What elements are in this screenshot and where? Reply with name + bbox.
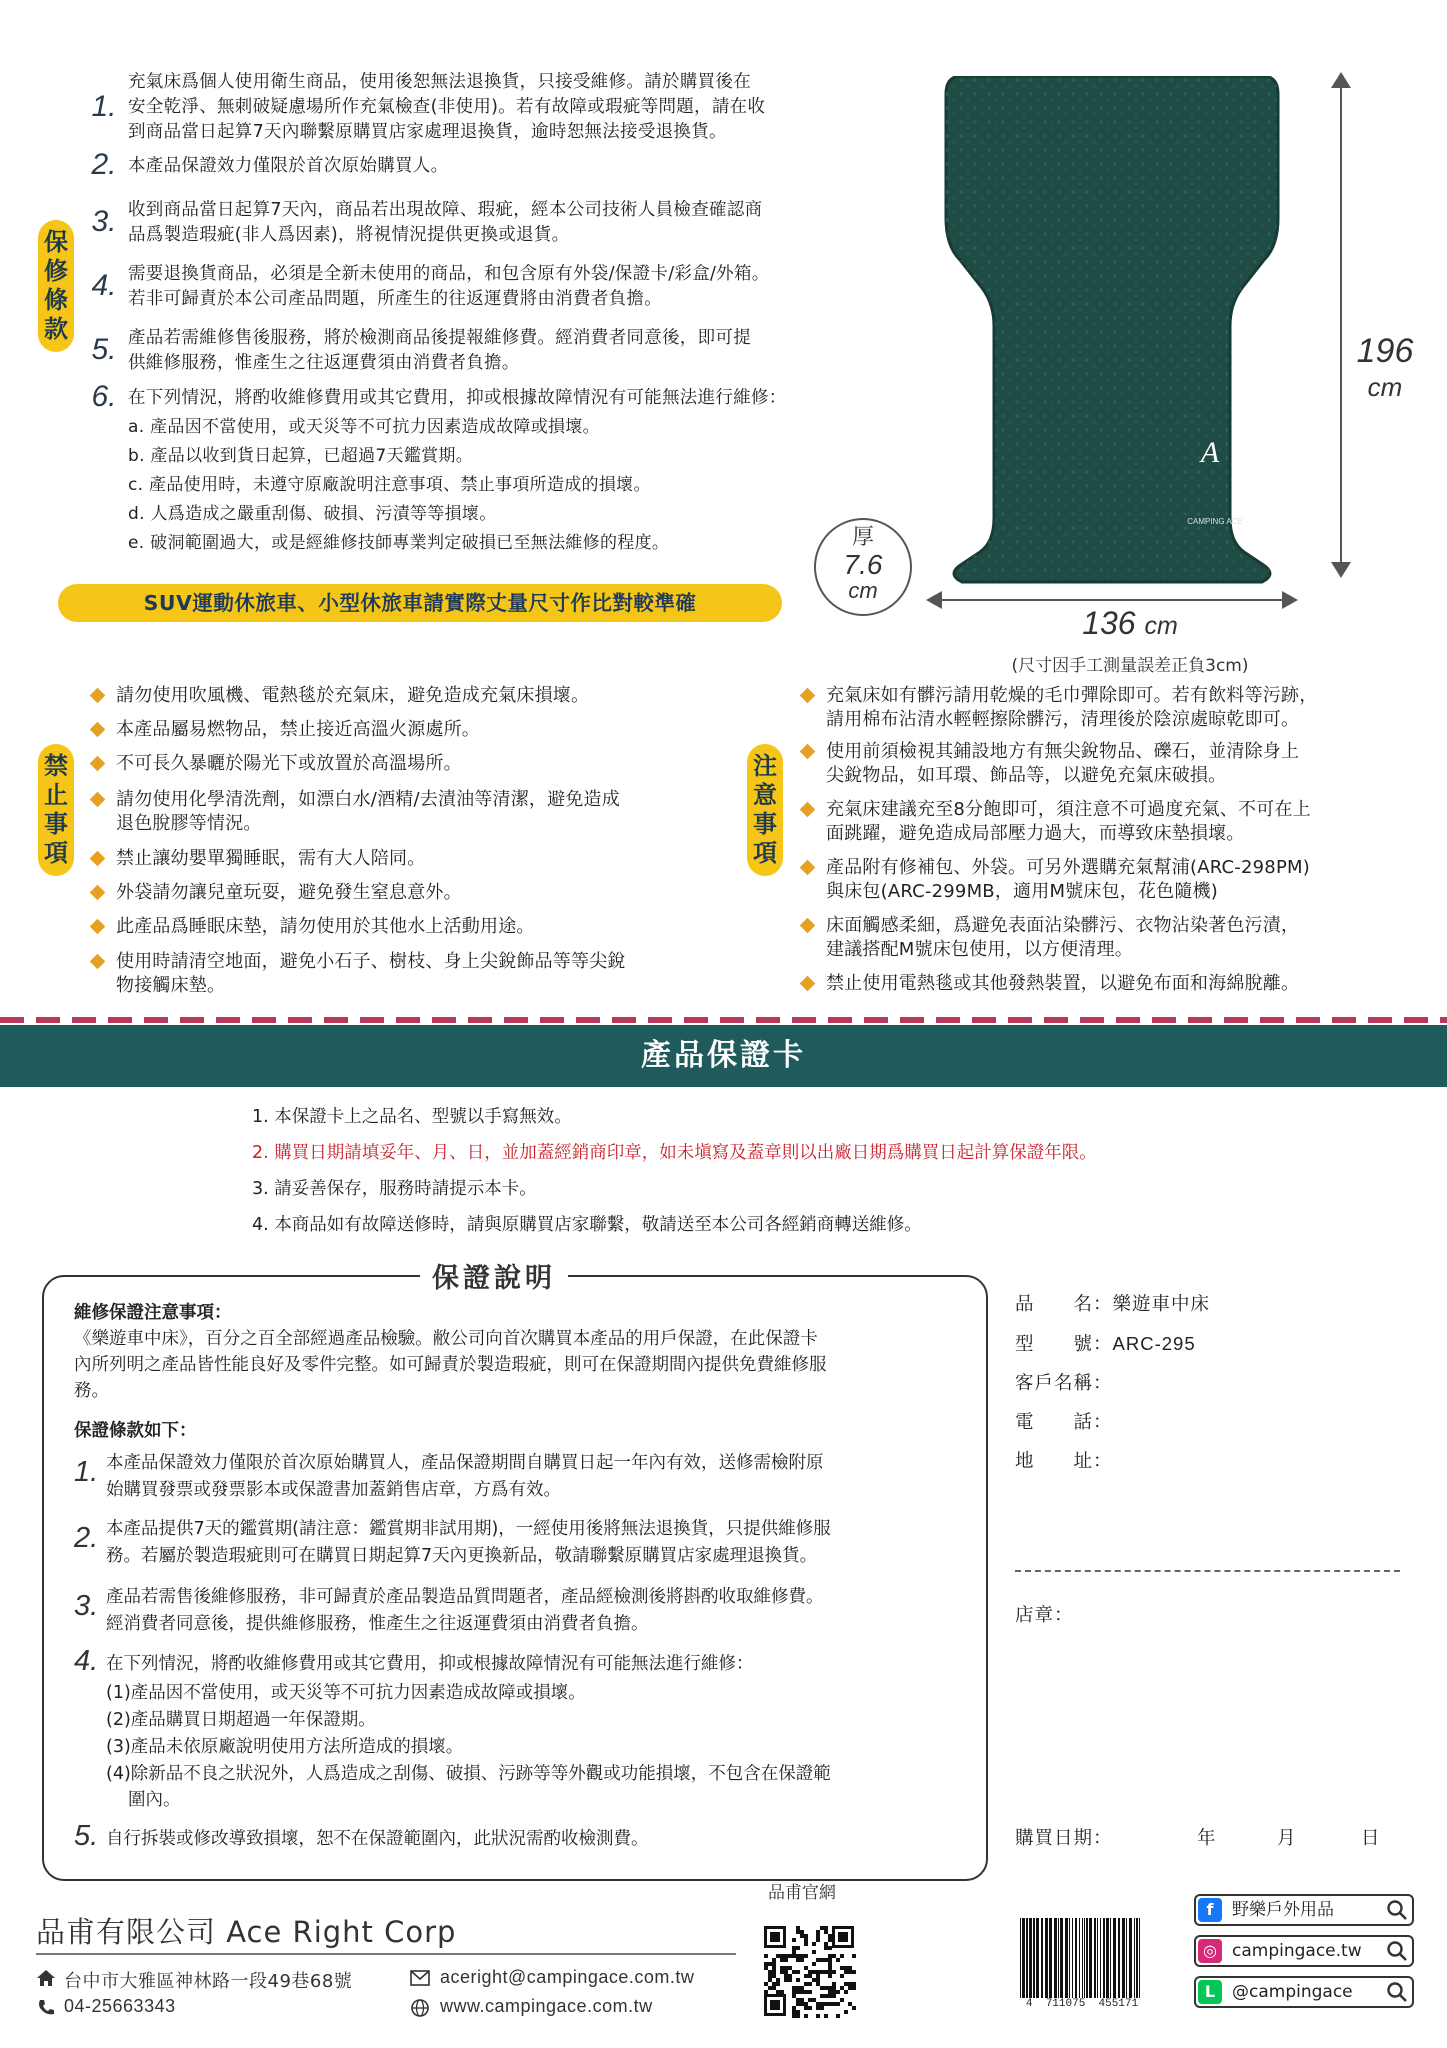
warranty-term-number: 5. — [91, 333, 117, 366]
box-text-line: 產品若需售後維修服務，非可歸責於產品製造品質問題者，產品經檢測後將斟酌收取維修費。 — [106, 1587, 824, 1607]
box-text-line: 自行拆裝或修改導致損壞，恕不在保證範圍內，此狀況需酌收檢測費。 — [106, 1829, 649, 1849]
bullet-item — [92, 915, 732, 939]
label-char: 止 — [44, 781, 68, 809]
bullet-line: 此產品爲睡眠床墊，請勿使用於其他水上活動用途。 — [116, 916, 535, 937]
warranty-term-text — [128, 326, 908, 376]
card-note: 4. 本商品如有故障送修時，請與原購買店家聯繫，敬請送至本公司各經銷商轉送維修。 — [252, 1215, 922, 1235]
qr-code-icon[interactable] — [762, 1924, 856, 2018]
search-icon — [1386, 1940, 1408, 1962]
arrow-down-icon — [1331, 562, 1351, 578]
label-char: 款 — [44, 315, 68, 343]
year-label: 年 — [1197, 1828, 1217, 1849]
warranty-term-line: 本產品保證效力僅限於首次原始購買人。 — [128, 156, 449, 176]
box-text-line: 經消費者同意後，提供維修服務，惟產生之往返運費須由消費者負擔。 — [106, 1614, 649, 1634]
width-value: 136 — [1082, 605, 1136, 641]
company-address: 台中市大雅區神林路一段49巷68號 — [64, 1971, 353, 1992]
label-char: 事 — [753, 810, 777, 838]
box-text-line: 務。若屬於製造瑕疵則可在購買日期起算7天內更換新品，敬請聯繫原購買店家處理退換貨。 — [106, 1546, 818, 1566]
warranty-term-text — [128, 154, 908, 179]
fields-divider — [1015, 1570, 1400, 1572]
day-label: 日 — [1361, 1828, 1381, 1849]
card-note: 3. 請妥善保存，服務時請提示本卡。 — [252, 1179, 537, 1199]
box-text-line: (1)產品因不當使用，或天災等不可抗力因素造成故障或損壞。 — [106, 1683, 586, 1703]
bullet-item — [802, 914, 1412, 962]
box-text-line: 始購買發票或發票影本或保證書加蓋銷售店章，方爲有效。 — [106, 1480, 561, 1500]
bullet-line: 面跳躍，避免造成局部壓力過大，而導致床墊損壞。 — [826, 823, 1245, 844]
home-icon — [36, 1969, 56, 1987]
label-char: 項 — [753, 839, 777, 867]
company-name: 品甫有限公司 Ace Right Corp — [36, 1915, 457, 1949]
box-text-line: (4)除新品不良之狀況外，人爲造成之刮傷、破損、污跡等等外觀或功能損壞，不包含在保證範 — [106, 1764, 831, 1784]
warranty-term-number: 6. — [91, 380, 117, 413]
warranty-sub-item: a. 產品因不當使用，或天災等不可抗力因素造成故障或損壞。 — [128, 417, 600, 437]
box-text-line: 內所列明之產品皆性能良好及零件完整。如可歸責於製造瑕疵，則可在保證期間內提供免費維修服 — [74, 1355, 827, 1375]
thickness-badge — [814, 518, 912, 616]
box-text-line: 維修保證注意事項： — [74, 1303, 232, 1323]
bullet-item — [92, 950, 732, 998]
instagram-icon: ◎ — [1198, 1939, 1222, 1963]
warranty-sub-item: b. 產品以收到貨日起算，已超過7天鑑賞期。 — [128, 446, 474, 466]
product-name-field — [1015, 1290, 1210, 1316]
label-char: 保 — [44, 228, 68, 256]
warranty-term-text — [128, 198, 908, 248]
label-char: 修 — [44, 257, 68, 285]
card-note: 1. 本保證卡上之品名、型號以手寫無效。 — [252, 1107, 572, 1127]
label-char: 意 — [753, 781, 777, 809]
line-icon: L — [1198, 1980, 1222, 2004]
bullet-line: 請勿使用吹風機、電熱毯於充氣床，避免造成充氣床損壞。 — [116, 685, 590, 706]
box-text-line: 在下列情況，將酌收維修費用或其它費用，抑或根據故障情況有可能無法進行維修： — [106, 1654, 754, 1674]
warranty-term-line: 充氣床爲個人使用衛生商品，使用後恕無法退換貨，只接受維修。請於購買後在 — [128, 72, 751, 92]
warranty-terms-label — [38, 220, 74, 352]
box-term-number: 2. — [74, 1522, 99, 1554]
globe-icon — [410, 1998, 430, 2018]
bullet-line: 建議搭配M號床包使用，以方便清理。 — [826, 939, 1133, 960]
box-term-number: 4. — [74, 1645, 99, 1677]
bullet-line: 尖銳物品，如耳環、飾品等，以避免充氣床破損。 — [826, 765, 1227, 786]
model-label: 型 號： — [1015, 1334, 1113, 1355]
search-icon — [1386, 1899, 1408, 1921]
warranty-term-line: 收到商品當日起算7天內，商品若出現故障、瑕疵，經本公司技術人員檢查確認商 — [128, 200, 763, 220]
email-icon — [410, 1970, 430, 1986]
warranty-term-text — [128, 262, 908, 312]
box-term-number: 5. — [74, 1820, 99, 1852]
bullet-item — [92, 881, 732, 905]
arrow-left-icon — [926, 591, 942, 609]
warranty-sub-item: e. 破洞範圍過大，或是經維修技師專業判定破損已至無法維修的程度。 — [128, 533, 670, 553]
search-icon — [1386, 1981, 1408, 2003]
bullet-line: 產品附有修補包、外袋。可另外選購充氣幫浦(ARC-298PM) — [826, 857, 1310, 878]
warranty-term-number: 3. — [91, 205, 117, 238]
warranty-card-title: 產品保證卡 — [0, 1025, 1447, 1087]
bullet-item — [92, 684, 732, 708]
width-arrow — [936, 599, 1288, 601]
mattress-logo-text: CAMPING ACE — [1187, 517, 1243, 526]
social-link-facebook[interactable] — [1194, 1894, 1414, 1926]
bullet-line: 請勿使用化學清洗劑，如漂白水/酒精/去漬油等清潔，避免造成 — [116, 789, 620, 810]
bullet-item — [802, 740, 1412, 788]
purchase-date-field[interactable] — [1015, 1824, 1415, 1850]
box-text-line: 務。 — [74, 1381, 109, 1401]
vehicle-size-banner: SUV運動休旅車、小型休旅車請實際丈量尺寸作比對較準確 — [58, 584, 782, 622]
thickness-value: 7.6 — [843, 549, 883, 580]
logo-mark: A — [1200, 436, 1220, 469]
month-label: 月 — [1277, 1828, 1297, 1849]
bullet-line: 外袋請勿讓兒童玩耍，避免發生窒息意外。 — [116, 882, 462, 903]
bullet-item — [802, 972, 1412, 996]
bullet-item — [92, 718, 732, 742]
social-label: campingace.tw — [1232, 1941, 1362, 1961]
model-value: ARC-295 — [1112, 1333, 1196, 1354]
model-field — [1015, 1330, 1196, 1356]
product-name-value: 樂遊車中床 — [1112, 1294, 1211, 1315]
label-char: 事 — [44, 810, 68, 838]
length-value: 196 — [1356, 332, 1414, 370]
bullet-line: 禁止讓幼嬰單獨睡眠，需有大人陪同。 — [116, 848, 426, 869]
warranty-term-line: 產品若需維修售後服務，將於檢測商品後提報維修費。經消費者同意後，即可提 — [128, 328, 751, 348]
customer-name-field[interactable]: 客戶名稱： — [1015, 1373, 1113, 1394]
purchase-date-label: 購買日期： — [1015, 1828, 1113, 1849]
bullet-line: 不可長久暴曬於陽光下或放置於高溫場所。 — [116, 753, 462, 774]
facebook-icon: f — [1198, 1898, 1222, 1922]
bullet-line: 使用前須檢視其鋪設地方有無尖銳物品、礫石，並清除身上 — [826, 741, 1300, 762]
caution-label — [747, 744, 783, 876]
bullet-line: 物接觸床墊。 — [116, 975, 226, 996]
bullet-line: 充氣床如有髒污請用乾燥的毛巾彈除即可。若有飲料等污跡， — [826, 685, 1318, 706]
warranty-term-line: 在下列情況，將酌收維修費用或其它費用，抑或根據故障情況有可能無法進行維修： — [128, 388, 787, 408]
warranty-term-text — [128, 386, 908, 411]
bullet-item — [92, 847, 732, 871]
box-term-number: 1. — [74, 1456, 99, 1488]
warranty-sub-item: c. 產品使用時，未遵守原廠說明注意事項、禁止事項所造成的損壞。 — [128, 475, 651, 495]
warranty-term-text — [128, 70, 908, 145]
warranty-term-number: 1. — [91, 89, 117, 123]
box-text-line: 《樂遊車中床》，百分之百全部經過產品檢驗。敝公司向首次購買本產品的用戶保證，在此保證卡 — [74, 1329, 818, 1349]
width-unit: cm — [1144, 612, 1178, 640]
warranty-sub-item: d. 人爲造成之嚴重刮傷、破損、污漬等等損壞。 — [128, 504, 497, 524]
label-char: 禁 — [44, 752, 68, 780]
box-text-line: (2)產品購買日期超過一年保證期。 — [106, 1710, 376, 1730]
box-text-line: (3)產品未依原廠說明使用方法所造成的損壞。 — [106, 1737, 464, 1757]
social-link-instagram[interactable] — [1194, 1935, 1414, 1967]
address-field[interactable]: 地 址： — [1015, 1451, 1113, 1472]
box-term-number: 3. — [74, 1590, 99, 1622]
warranty-term-line: 品爲製造瑕疵(非人爲因素)，將視情況提供更換或退貨。 — [128, 225, 570, 245]
box-text-line: 本產品提供7天的鑑賞期(請注意：鑑賞期非試用期)，一經使用後將無法退換貨，只提供維修服 — [106, 1519, 831, 1539]
warranty-term-line: 若非可歸責於本公司產品問題，所產生的往返運費將由消費者負擔。 — [128, 289, 662, 309]
label-char: 條 — [44, 286, 68, 314]
mattress-shape — [944, 76, 1280, 584]
warranty-term-number: 4. — [91, 269, 117, 302]
company-email[interactable]: aceright@campingace.com.tw — [440, 1967, 695, 1987]
width-dimension — [1040, 605, 1220, 642]
bullet-line: 使用時請清空地面，避免小石子、樹枝、身上尖銳飾品等等尖銳 — [116, 951, 626, 972]
warranty-term-number: 2. — [91, 148, 117, 181]
bullet-line: 禁止使用電熱毯或其他發熱裝置，以避免布面和海綿脫離。 — [826, 973, 1300, 994]
arrow-right-icon — [1282, 591, 1298, 609]
card-note: 2. 購買日期請填妥年、月、日，並加蓋經銷商印章，如未塡寫及蓋章則以出廠日期爲購買日起計算保證年限。 — [252, 1143, 1097, 1163]
store-stamp-field[interactable]: 店章： — [1015, 1605, 1074, 1626]
qr-label: 品甫官網 — [768, 1883, 836, 1903]
length-unit: cm — [1367, 372, 1403, 402]
bullet-item — [802, 684, 1412, 732]
arrow-up-icon — [1331, 72, 1351, 88]
company-website[interactable]: www.campingace.com.tw — [440, 1996, 653, 2016]
box-text-line: 保證條款如下： — [74, 1421, 197, 1441]
bullet-line: 退色脫膠等情況。 — [116, 813, 262, 834]
company-phone: 04-25663343 — [64, 1996, 176, 2016]
bullet-line: 請用棉布沾清水輕輕擦除髒污，清理後於陰涼處晾乾即可。 — [826, 709, 1300, 730]
bullet-line: 與床包(ARC-299MB，適用M號床包，花色隨機) — [826, 881, 1218, 902]
phone-icon — [36, 1998, 56, 2016]
barcode-digits: 4 711075 455171 — [1012, 1998, 1152, 2010]
warranty-term-line: 需要退換貨商品，必須是全新未使用的商品，和包含原有外袋/保證卡/彩盒/外箱。 — [128, 264, 770, 284]
bullet-line: 充氣床建議充至8分飽即可，須注意不可過度充氣、不可在上 — [826, 799, 1311, 820]
box-text-line: 本產品保證效力僅限於首次原始購買人，產品保證期間自購買日起一年內有效，送修需檢附原 — [106, 1453, 824, 1473]
length-arrow — [1340, 80, 1342, 570]
bullet-line: 本產品屬易燃物品，禁止接近高溫火源處所。 — [116, 719, 480, 740]
warranty-term-line: 安全乾淨、無刺破疑慮場所作充氣檢查(非使用)。若有故障或瑕疵等問題，請在收 — [128, 97, 766, 117]
tolerance-note: (尺寸因手工測量誤差正負3cm) — [1011, 656, 1249, 676]
prohibit-label — [38, 744, 74, 876]
social-link-line[interactable] — [1194, 1976, 1414, 2008]
label-char: 注 — [753, 752, 777, 780]
bullet-item — [802, 856, 1412, 904]
warranty-term-line: 到商品當日起算7天內聯繫原購買店家處理退換貨，逾時恕無法接受退換貨。 — [128, 122, 727, 142]
warranty-explanation-title: 保證說明 — [420, 1256, 568, 1295]
product-name-label: 品 名： — [1015, 1294, 1113, 1315]
bullet-item — [92, 788, 732, 836]
dashed-divider — [0, 1017, 1447, 1023]
bullet-item — [92, 752, 732, 776]
footer-rule — [36, 1953, 736, 1955]
warranty-term-line: 供維修服務，惟產生之往返運費須由消費者負擔。 — [128, 353, 520, 373]
thickness-unit: cm — [848, 578, 878, 603]
phone-field[interactable]: 電 話： — [1015, 1412, 1113, 1433]
thickness-label: 厚 — [851, 525, 874, 550]
social-label: @campingace — [1232, 1982, 1353, 2002]
bullet-line: 床面觸感柔細，爲避免表面沾染髒污、衣物沾染著色污漬， — [826, 915, 1300, 936]
box-text-line: 圍內。 — [128, 1790, 181, 1810]
label-char: 項 — [44, 839, 68, 867]
bullet-item — [802, 798, 1412, 846]
social-label: 野樂戶外用品 — [1232, 1900, 1334, 1920]
mattress-illustration — [944, 76, 1280, 584]
